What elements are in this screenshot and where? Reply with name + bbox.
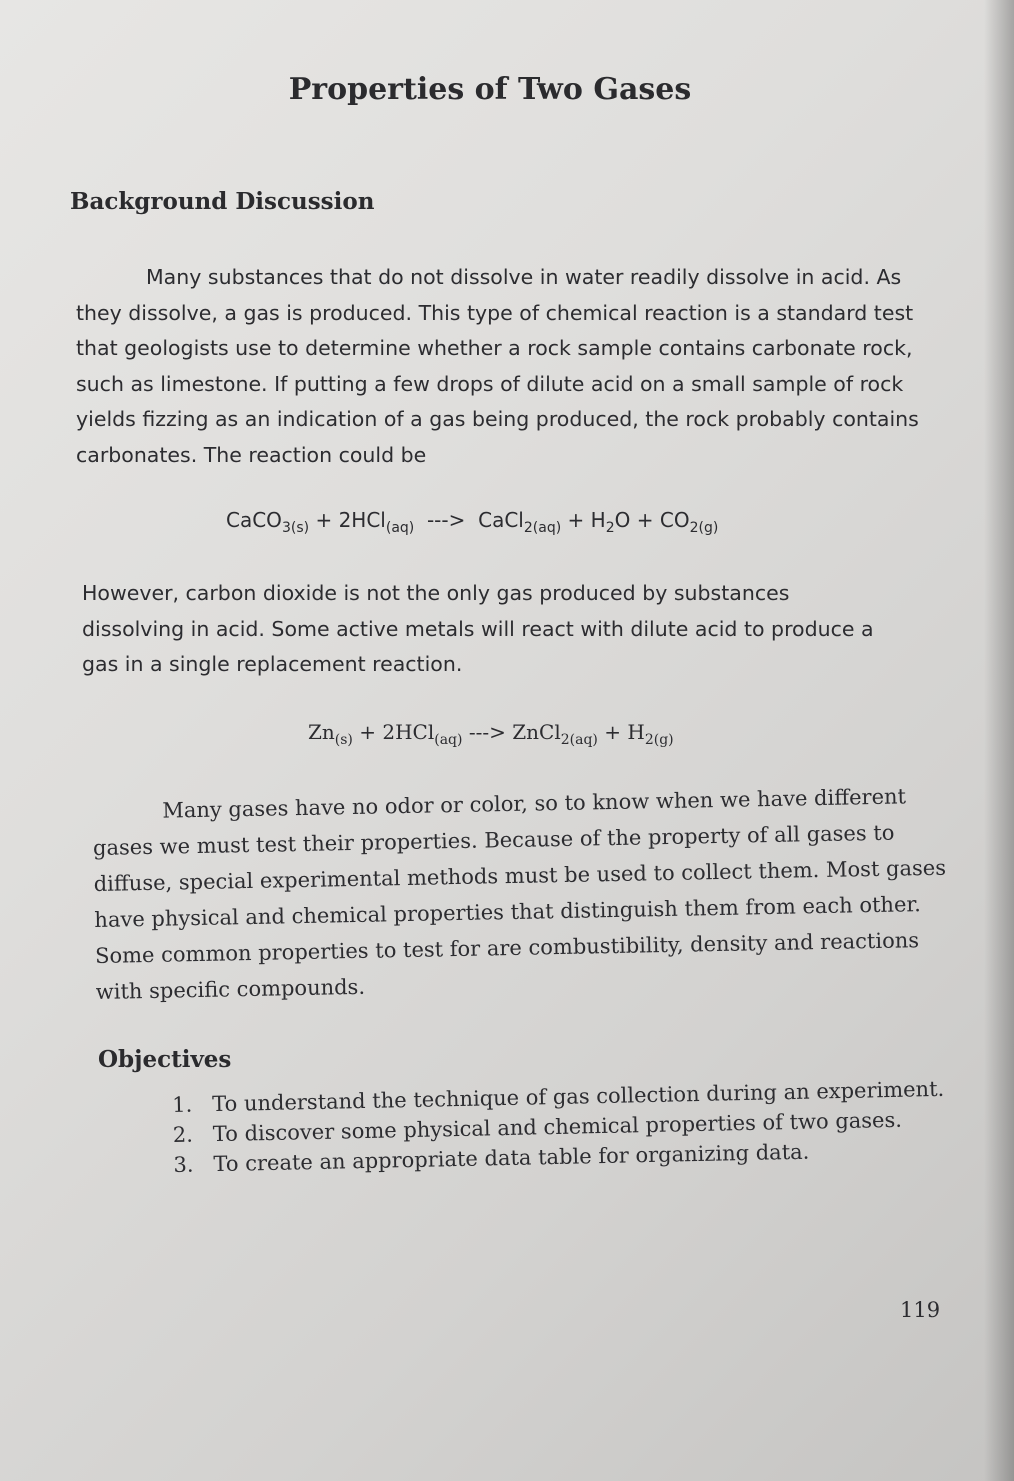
plus-sign: + <box>604 720 621 744</box>
formula-text: H <box>590 508 606 532</box>
objective-text: To discover some physical and chemical properties of two gases. <box>212 1107 903 1147</box>
state-label: (aq) <box>385 520 415 536</box>
state-label: (s) <box>290 520 310 536</box>
formula-text: H <box>627 720 645 744</box>
state-label: (aq) <box>434 732 463 748</box>
subscript: 2 <box>605 520 615 536</box>
background-heading: Background Discussion <box>70 188 375 215</box>
state-label: (aq) <box>569 732 598 748</box>
objective-text: To create an appropriate data table for organizing data. <box>213 1139 810 1177</box>
formula-text: CO <box>659 508 690 532</box>
subscript: 2 <box>689 520 699 536</box>
background-paragraph-1 <box>76 260 926 473</box>
formula-text: CaCO <box>226 508 282 532</box>
formula-text: ZnCl <box>512 720 561 744</box>
formula-text: 2HCl <box>338 508 386 532</box>
item-number: 1. <box>172 1092 193 1117</box>
state-label: (s) <box>334 732 353 748</box>
reaction-arrow: ---> <box>468 720 506 744</box>
background-paragraph-2 <box>82 576 882 683</box>
paragraph-text: Many substances that do not dissolve in water readily dissolve in acid. As they dissolve, a gas is produced. This type of chemical reaction is a standard test that geologists use to determine whether a rock sample contains carbonate rock, such as limestone. If putting a few drops of dilute acid on a small sample of rock yields fizzing as an indication of a gas being produced, the rock probably contains carbonates. The reaction could be <box>76 265 919 467</box>
subscript: 2 <box>560 732 570 748</box>
formula-text: Zn <box>308 720 335 744</box>
paragraph-text: Many gases have no odor or color, so to know when we have different gases we must test their properties. Because of the property of all gases to diffuse, special experimental methods must be used to collect them. Most gases have physical and chemical properties that distinguish them from each other. Some common properties to test for are combustibility, density and reactions with specific compounds. <box>92 784 947 1004</box>
page-number: 119 <box>900 1298 941 1322</box>
state-label: (aq) <box>532 520 562 536</box>
plus-sign: + <box>636 508 654 532</box>
plus-sign: + <box>315 508 333 532</box>
equation-calcium-carbonate <box>226 508 718 536</box>
objective-text: To understand the technique of gas collection during an experiment. <box>212 1076 945 1117</box>
item-number: 2. <box>172 1122 194 1147</box>
objectives-list <box>172 1075 974 1182</box>
item-number: 3. <box>173 1152 194 1177</box>
background-paragraph-3 <box>92 777 956 1009</box>
paragraph-text: However, carbon dioxide is not the only gas produced by substances dissolving in acid. Some active metals will react with dilute acid to produce a gas in a single replacement reaction. <box>82 581 874 676</box>
subscript: 2 <box>644 732 654 748</box>
equation-zinc <box>308 720 674 748</box>
state-label: (g) <box>653 732 674 748</box>
state-label: (g) <box>698 520 719 536</box>
page-title: Properties of Two Gases <box>288 72 692 107</box>
reaction-arrow: ---> <box>426 508 466 532</box>
subscript: 2 <box>523 520 533 536</box>
formula-text: CaCl <box>478 508 524 532</box>
page-edge-shadow <box>984 0 1014 1481</box>
formula-text: 2HCl <box>382 720 435 744</box>
plus-sign: + <box>359 720 377 744</box>
formula-text: O <box>614 508 631 532</box>
objectives-heading: Objectives <box>98 1046 232 1073</box>
plus-sign: + <box>567 508 585 532</box>
subscript: 3 <box>281 520 291 536</box>
